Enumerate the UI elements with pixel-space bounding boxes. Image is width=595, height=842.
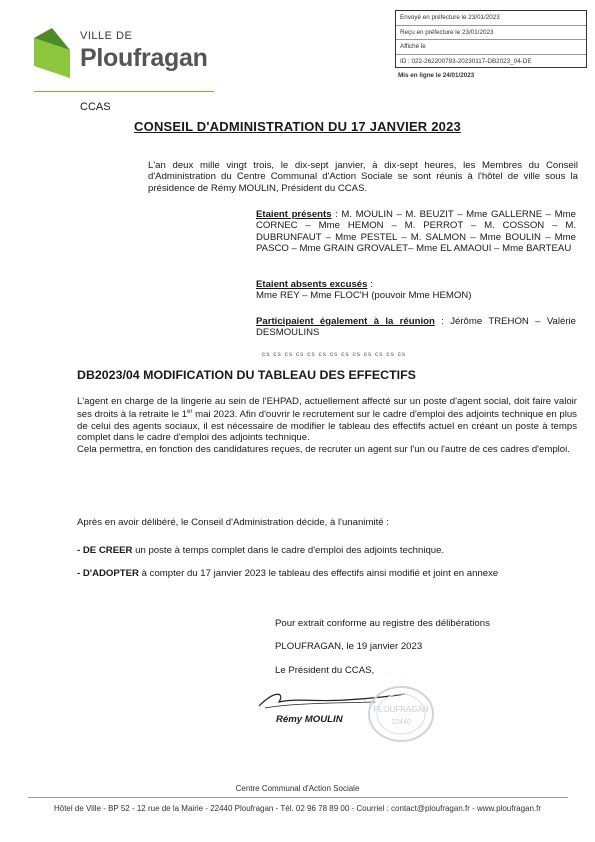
decision-adopt xyxy=(77,568,577,579)
decision-intro: Après en avoir délibéré, le Conseil d'Administration décide, à l'unanimité : xyxy=(77,517,389,528)
deliberation-heading: DB2023/04 MODIFICATION DU TABLEAU DES EFFECTIFS xyxy=(77,368,416,382)
absent-list: Mme REY – Mme FLOC'H (pouvoir Mme HEMON) xyxy=(256,290,472,302)
svg-text:22440: 22440 xyxy=(391,719,411,726)
page-title: CONSEIL D'ADMINISTRATION DU 17 JANVIER 2023 xyxy=(134,119,461,134)
intro-paragraph: L'an deux mille vingt trois, le dix-sept janvier, à dix-sept heures, les Membres du Conseil d'Administration du Centre Communal d'Action Sociale se sont réunis à l'hôtel de ville sous la présidence de Rémy MOULIN, Président du CCAS. xyxy=(148,160,578,194)
president-role: Le Président du CCAS, xyxy=(275,665,375,676)
attendance-present xyxy=(256,209,576,255)
deliberation-body xyxy=(77,396,577,455)
logo-ploufragan: Ploufragan xyxy=(80,44,208,72)
section-separator: cs cs cs cs cs cs cs cs cs cs cs cs cs xyxy=(262,351,407,358)
stamp-line-sent: Envoyé en préfecture le 23/01/2023 xyxy=(396,11,586,26)
decision-create-text: un poste à temps complet dans le cadre d'emploi des adjoints technique. xyxy=(132,545,445,556)
absent-colon: : xyxy=(367,279,373,290)
extract-statement: Pour extrait conforme au registre des délibérations xyxy=(275,618,490,629)
ploufragan-logo-icon xyxy=(34,28,70,78)
decision-create-label: - DE CREER xyxy=(77,545,133,556)
also-label: Participaient également à la réunion xyxy=(256,316,435,327)
decision-adopt-text: à compter du 17 janvier 2023 le tableau des effectifs ainsi modifié et joint en annexe xyxy=(138,568,499,579)
absent-label: Etaient absents excusés xyxy=(256,279,368,290)
footer-divider xyxy=(28,797,568,798)
decision-create xyxy=(77,545,577,556)
stamp-line-posted: Affiché le xyxy=(396,40,586,55)
logo-ville-de: VILLE DE xyxy=(80,30,133,42)
stamp-line-received: Reçu en préfecture le 23/01/2023 xyxy=(396,26,586,41)
decision-adopt-label: - D'ADOPTER xyxy=(77,568,139,579)
attendance-absent xyxy=(256,279,576,302)
svg-text:PLOUFRAGAN: PLOUFRAGAN xyxy=(373,705,429,714)
footer-address: Hôtel de Ville - BP 52 - 12 rue de la Mairie - 22440 Ploufragan - Tél. 02 96 78 89 00 - Courriel : contact@ploufragan.fr - www.ploufragan.fr xyxy=(53,804,542,813)
signer-name: Rémy MOULIN xyxy=(276,714,343,725)
stamp-line-id: ID : 022-262200793-20230117-DB2023_04-DE xyxy=(400,57,532,65)
body-text-2: mai 2023. Afin d'ouvrir le recrutement sur le cadre d'emploi des adjoints technique en plus de celui des agents sociaux, il est nécessaire de modifier le tableau des effectifs actuel en créant un poste à temps complet dans le cadre d'emploi des adjoints technique. xyxy=(77,409,577,444)
also-list: : Jérôme TREHON – Valérie DESMOULINS xyxy=(256,316,576,339)
place-date: PLOUFRAGAN, le 19 janvier 2023 xyxy=(275,641,423,652)
stamp-online: Mis en ligne le 24/01/2023 xyxy=(398,72,475,79)
ccas-label: CCAS xyxy=(80,101,111,113)
footer-org: Centre Communal d'Action Sociale xyxy=(235,784,360,793)
present-label: Etaient présents xyxy=(256,209,332,220)
body-text-1: L'agent en charge de la lingerie au sein de l'EHPAD, actuellement affecté sur un poste d'agent social, doit faire valoir ses droits à la retraite le 1 xyxy=(77,396,577,421)
body-sup: er xyxy=(187,409,193,416)
prefecture-stamp xyxy=(395,10,587,68)
logo-divider xyxy=(34,91,214,92)
present-list: : M. MOULIN – M. BEUZIT – Mme GALLERNE – Mme CORNEC – Mme HEMON – M. PERROT – M. COSSON – M. DUBRUNFAUT – Mme PESTEL – M. SALMON – Mme BOULIN – Mme PASCO – Mme GRAIN GROVALET– Mme EL AMAOUI – Mme BARTEAU xyxy=(256,209,576,255)
attendance-also xyxy=(256,316,576,339)
body-text-3: Cela permettra, en fonction des candidatures reçues, de recruter un agent sur l'un ou l'autre de ces cadres d'emploi. xyxy=(77,443,570,455)
official-seal-icon xyxy=(366,684,436,744)
